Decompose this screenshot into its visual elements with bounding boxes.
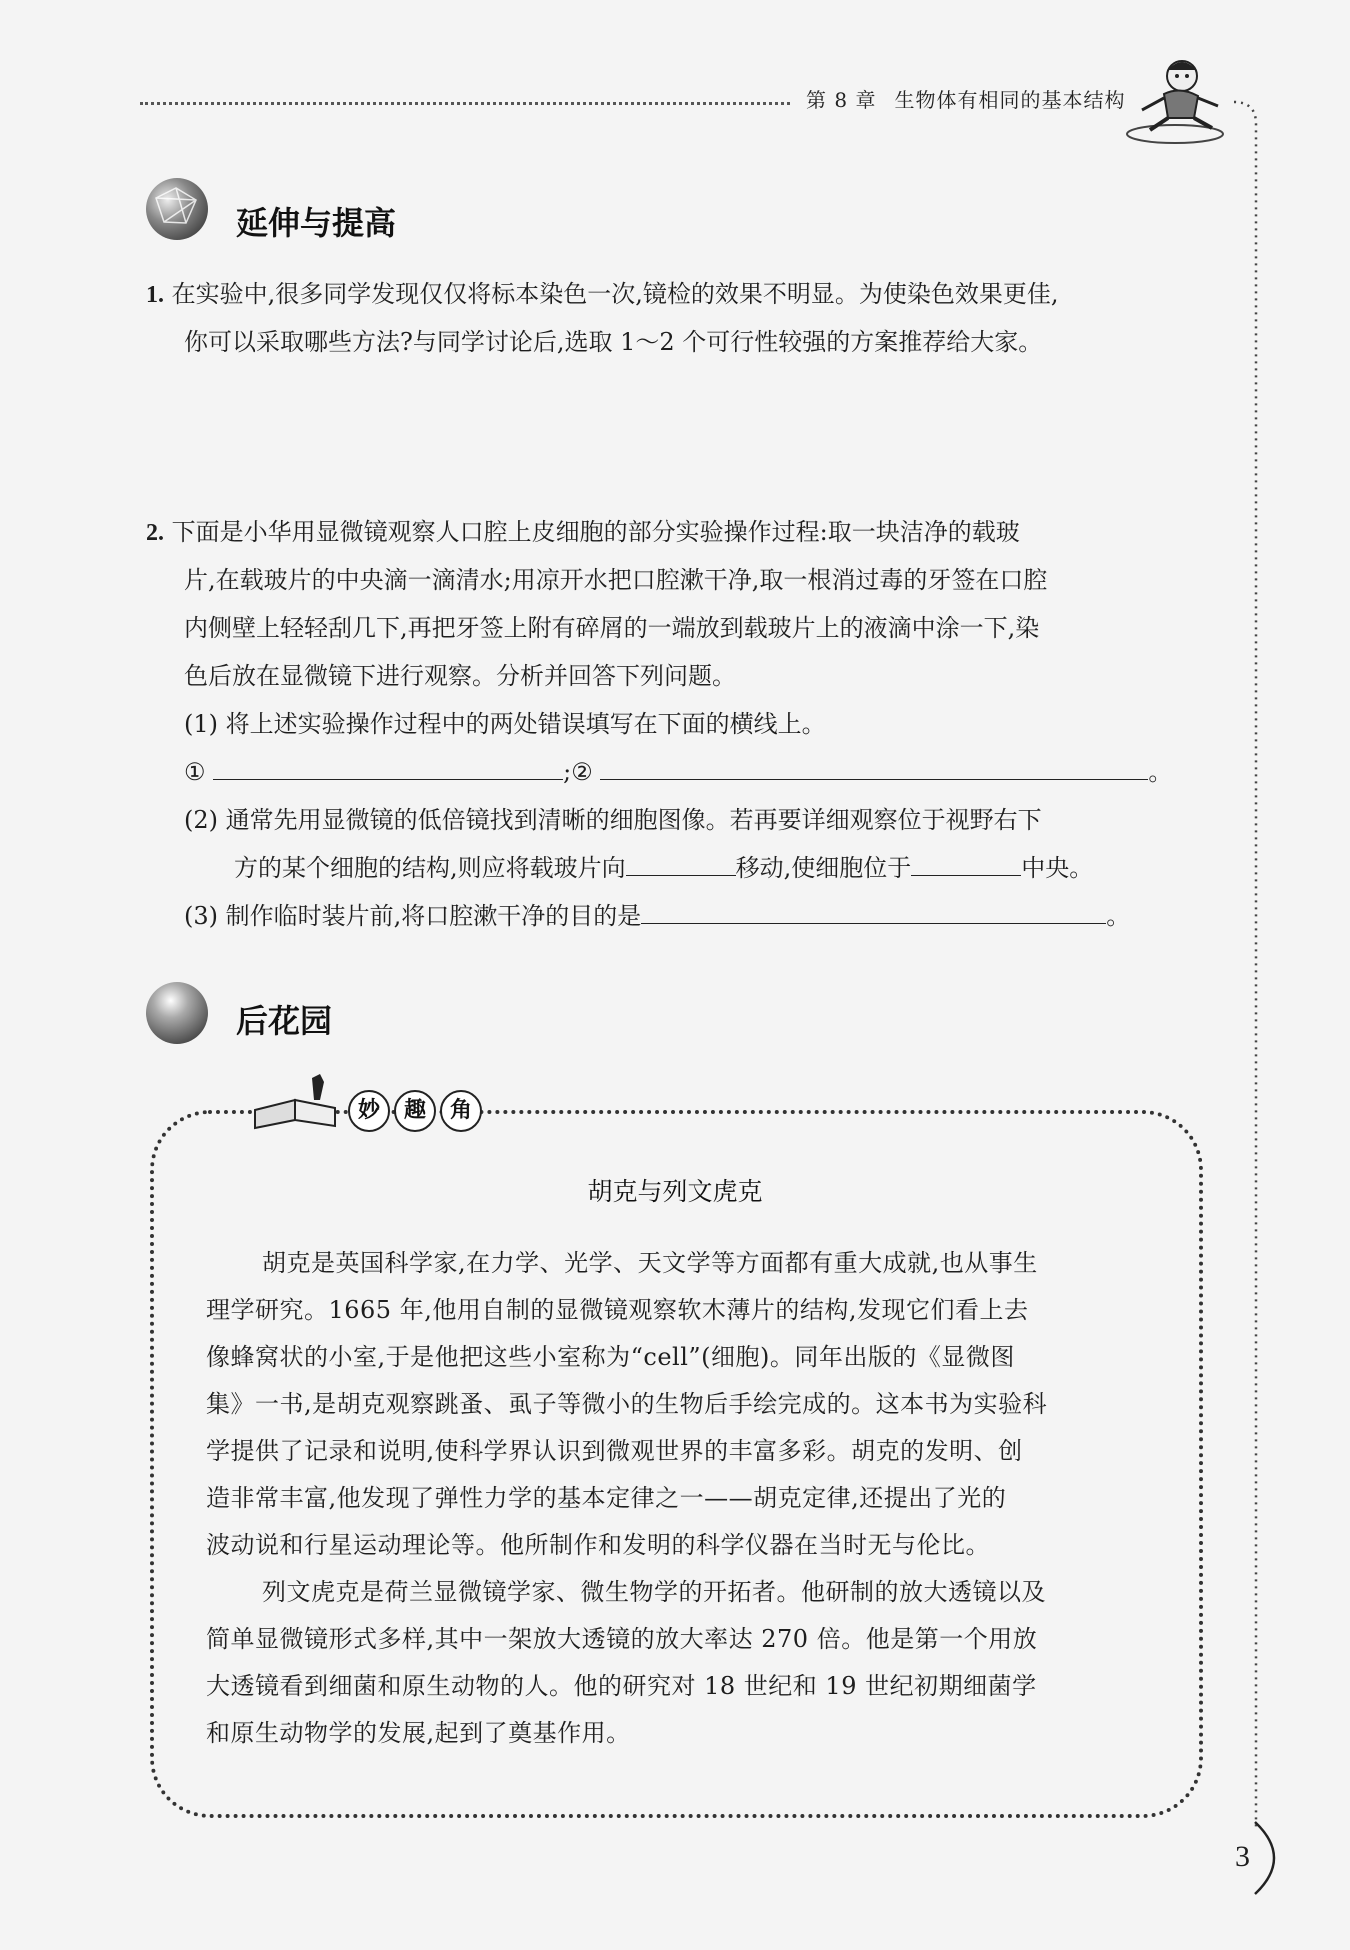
circle-number-2: ;②: [563, 758, 593, 786]
chapter-number: 第 8 章: [806, 88, 877, 112]
sub-question-2-text-c: 中央。: [1021, 854, 1094, 882]
fun-label-char: 趣: [394, 1090, 436, 1132]
answer-blank-position[interactable]: [911, 849, 1021, 876]
fun-label-char: 角: [440, 1090, 482, 1132]
answer-blank-2[interactable]: [600, 753, 1148, 780]
period: 。: [1106, 902, 1131, 930]
circle-number-1: ①: [184, 758, 206, 786]
sub-question-2-line-1: (2) 通常先用显微镜的低倍镜找到清晰的细胞图像。若再要详细观察位于视野右下: [184, 806, 1042, 834]
question-2-line-2: 片,在载玻片的中央滴一滴清水;用凉开水把口腔漱干净,取一根消过毒的牙签在口腔: [184, 566, 1048, 594]
period: 。: [1148, 758, 1173, 786]
story-line: 像蜂窝状的小室,于是他把这些小室称为“cell”(细胞)。同年出版的《显微图: [206, 1343, 1015, 1371]
question-1-number: 1.: [146, 282, 164, 308]
question-1-text: 在实验中,很多同学发现仅仅将标本染色一次,镜检的效果不明显。为使染色效果更佳,: [171, 280, 1059, 308]
story-line: 胡克是英国科学家,在力学、光学、天文学等方面都有重大成就,也从事生: [262, 1249, 1038, 1277]
story-line: 列文虎克是荷兰显微镜学家、微生物学的开拓者。他研制的放大透镜以及: [262, 1578, 1046, 1606]
question-2-text: 下面是小华用显微镜观察人口腔上皮细胞的部分实验操作过程:取一块洁净的载玻: [171, 518, 1020, 546]
sub-question-2-text-a: 方的某个细胞的结构,则应将载玻片向: [234, 854, 626, 882]
running-header: [806, 84, 1125, 113]
question-2-line-4: 色后放在显微镜下进行观察。分析并回答下列问题。: [184, 662, 736, 690]
page-number-bracket: [1205, 1818, 1295, 1898]
story-line: 和原生动物学的发展,起到了奠基作用。: [206, 1719, 631, 1747]
story-line: 造非常丰富,他发现了弹性力学的基本定律之一——胡克定律,还提出了光的: [206, 1484, 1007, 1512]
chapter-title: 生物体有相同的基本结构: [894, 88, 1126, 112]
fun-label-char: 妙: [348, 1090, 390, 1132]
story-line: 理学研究。1665 年,他用自制的显微镜观察软木薄片的结构,发现它们看上去: [206, 1296, 1029, 1324]
sub-question-2-line-2: [234, 844, 1093, 892]
question-2-number: 2.: [146, 520, 164, 546]
story-line: 简单显微镜形式多样,其中一架放大透镜的放大率达 270 倍。他是第一个用放: [206, 1625, 1038, 1653]
sub-question-2-text-b: 移动,使细胞位于: [735, 854, 912, 882]
story-line: 大透镜看到细菌和原生动物的人。他的研究对 18 世纪和 19 世纪初期细菌学: [206, 1672, 1037, 1700]
answer-blank-purpose[interactable]: [641, 897, 1106, 924]
section-title-extension: 延伸与提高: [236, 204, 397, 242]
header-divider: [140, 102, 790, 105]
story-line: 集》一书,是胡克观察跳蚤、虱子等微小的生物后手绘完成的。这本书为实验科: [206, 1390, 1048, 1418]
page-edge-dotted-border: [1234, 100, 1264, 1890]
story-title: 胡克与列文虎克: [587, 1177, 763, 1206]
question-2-line-3: 内侧壁上轻轻刮几下,再把牙签上附有碎屑的一端放到载玻片上的液滴中涂一下,染: [184, 614, 1040, 642]
story-line: 学提供了记录和说明,使科学界认识到微观世界的丰富多彩。胡克的发明、创: [206, 1437, 1023, 1465]
question-2-line-1: [146, 508, 1020, 557]
sub-question-3: [184, 892, 1130, 940]
answer-line-1: [184, 748, 1172, 796]
answer-blank-direction[interactable]: [626, 849, 736, 876]
mascot-illustration: [1120, 56, 1230, 146]
open-book-icon: [250, 1070, 345, 1130]
page-number: 3: [1235, 1840, 1250, 1873]
sub-question-3-text: (3) 制作临时装片前,将口腔漱干净的目的是: [184, 902, 642, 930]
story-line: 波动说和行星运动理论等。他所制作和发明的科学仪器在当时无与伦比。: [206, 1531, 990, 1559]
fun-corner-label: [348, 1090, 482, 1132]
sub-question-1: (1) 将上述实验操作过程中的两处错误填写在下面的横线上。: [184, 710, 826, 738]
section-title-garden: 后花园: [236, 1002, 333, 1040]
question-1-line-1: [146, 270, 1059, 319]
globe-icon: [146, 178, 208, 240]
answer-blank-1[interactable]: [213, 753, 563, 780]
sphere-icon: [146, 982, 208, 1044]
question-1-line-2: 你可以采取哪些方法?与同学讨论后,选取 1～2 个可行性较强的方案推荐给大家。: [184, 328, 1043, 356]
